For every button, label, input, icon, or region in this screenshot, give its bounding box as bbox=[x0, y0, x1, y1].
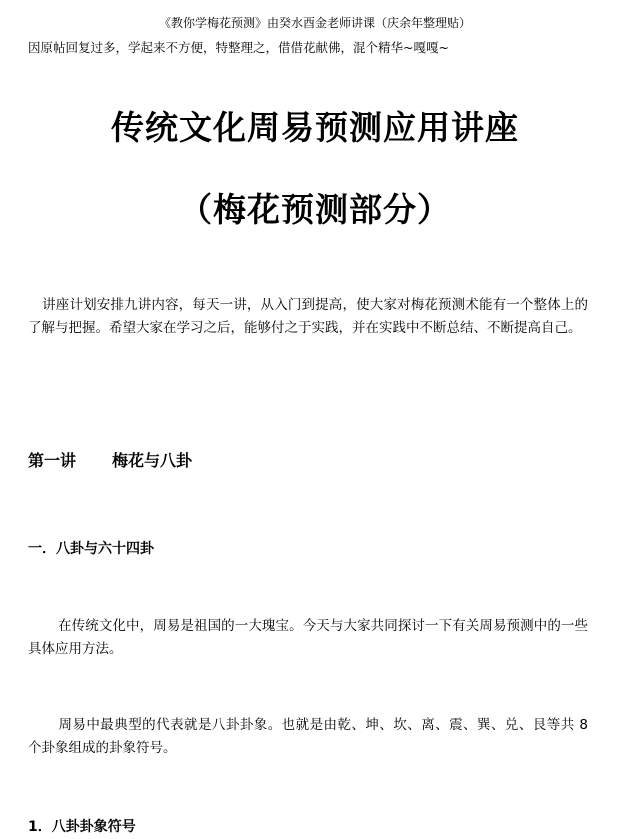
intro-paragraph bbox=[28, 294, 588, 340]
paragraph-two bbox=[28, 714, 588, 760]
intro-text: 讲座计划安排九讲内容，每天一讲，从入门到提高，使大家对梅花预测术能有一个整体上的了解与把握。希望大家在学习之后，能够付之于实践，并在实践中不断总结、不断提高自己。 bbox=[28, 297, 588, 336]
lecture-heading bbox=[28, 448, 192, 471]
note-line: 因原帖回复过多，学起来不方便，特整理之，借借花献佛，混个精华~嘎嘎~ bbox=[28, 40, 449, 55]
lecture-title: 梅花与八卦 bbox=[112, 451, 193, 470]
paragraph-one bbox=[28, 615, 588, 661]
lecture-number: 第一讲 bbox=[28, 451, 77, 470]
source-line: 《教你学梅花预测》由癸水酉金老师讲课（庆余年整理贴） bbox=[158, 16, 471, 30]
paragraph-one-text: 在传统文化中，周易是祖国的一大瑰宝。今天与大家共同探讨一下有关周易预测中的一些具体应用方法。 bbox=[28, 618, 588, 657]
section-heading: 一．八卦与六十四卦 bbox=[28, 541, 154, 557]
sub-title: （梅花预测部分） bbox=[179, 190, 451, 229]
main-title: 传统文化周易预测应用讲座 bbox=[111, 108, 519, 147]
subsection-heading: 1．八卦卦象符号 bbox=[28, 819, 136, 835]
paragraph-two-text: 周易中最典型的代表就是八卦卦象。也就是由乾、坤、坎、离、震、巽、兑、艮等共 8 个卦象组成的卦象符号。 bbox=[28, 717, 588, 756]
